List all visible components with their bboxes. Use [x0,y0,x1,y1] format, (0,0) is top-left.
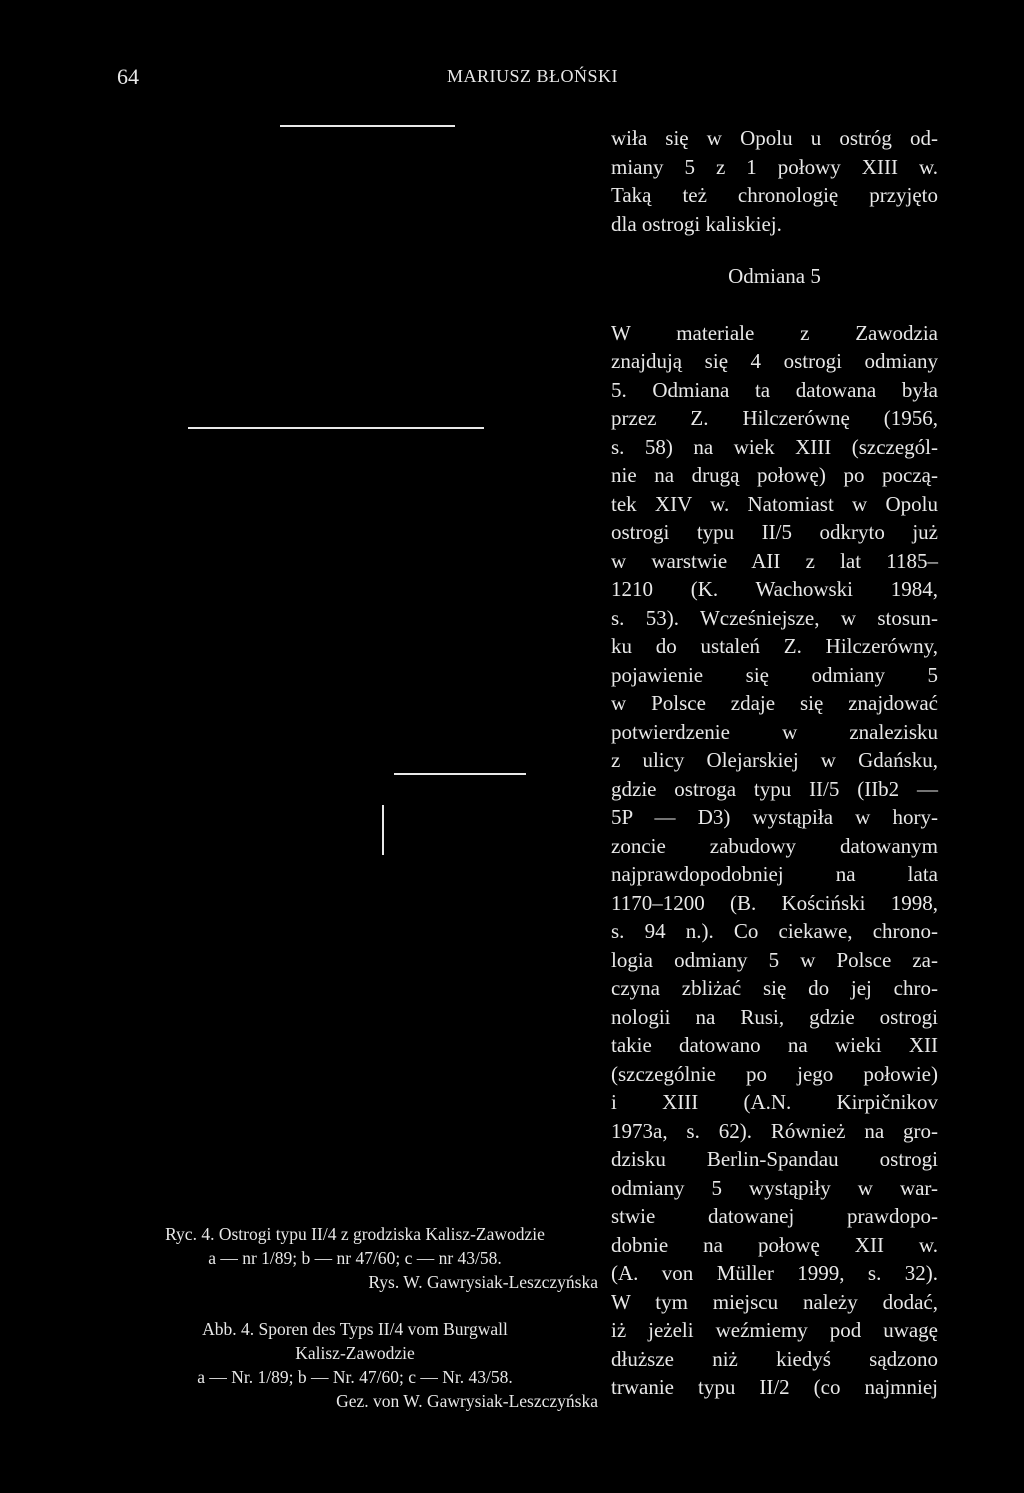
text-line: logia odmiany 5 w Polsce za- [611,947,938,972]
text-line: wiła się w Opolu u ostróg od- [611,126,938,150]
text-line: tek XIV w. Natomiast w Opolu [611,491,938,516]
caption-de-line4: Gez. von W. Gawrysiak-Leszczyńska [336,1391,598,1411]
text-line: 5. Odmiana ta datowana była [611,377,938,402]
text-line: stwie datowanej prawdopo- [611,1204,938,1228]
text-line: iż jeżeli weźmiemy pod uwagę [611,1318,938,1342]
text-line: s. 94 n.). Co ciekawe, chrono- [611,919,938,943]
text-line: pojawienie się odmiany 5 [611,662,938,687]
text-line: w warstwie AII z lat 1185– [611,548,938,573]
caption-pl-line3: Rys. W. Gawrysiak-Leszczyńska [368,1272,598,1292]
caption-pl-line2: a — nr 1/89; b — nr 47/60; c — nr 43/58. [208,1248,502,1268]
text-line: i XIII (A.N. Kirpičnikov [611,1090,938,1114]
text-line: ostrogi typu II/5 odkryto już [611,520,938,544]
text-line: dobnie na połowę XII w. [611,1232,938,1257]
text-line: miany 5 z 1 połowy XIII w. [611,154,938,179]
figure-line-d [382,805,384,855]
text-line: zoncie zabudowy datowanym [611,833,938,858]
text-line: dla ostrogi kaliskiej. [611,211,782,236]
text-line: nie na drugą połowę) po począ- [611,463,938,487]
text-line: nologii na Rusi, gdzie ostrogi [611,1004,938,1029]
text-line: przez Z. Hilczerównę (1956, [611,406,938,430]
text-line: czyna zbliżać się do jej chro- [611,976,938,1000]
text-line: gdzie ostroga typu II/5 (IIb2 — [611,776,938,801]
text-line: W tym miejscu należy dodać, [611,1289,938,1314]
figure-illustration [160,110,600,1210]
caption-de-line2: Kalisz-Zawodzie [295,1343,415,1363]
text-line: 1973a, s. 62). Również na gro- [611,1118,938,1143]
caption-de-line3: a — Nr. 1/89; b — Nr. 47/60; c — Nr. 43/58. [197,1367,513,1387]
page-header [0,64,1024,94]
figure-line-c [394,773,526,775]
paragraph-2 [611,319,938,1402]
text-line: znajdują się 4 ostrogi odmiany [611,349,938,373]
text-line: dłuższe niż kiedyś sądzono [611,1346,938,1371]
text-line: Taką też chronologię przyjęto [611,183,938,207]
figure-line-b [188,427,484,429]
text-line: potwierdzenie w znalezisku [611,719,938,744]
text-line: W materiale z Zawodzia [611,320,938,345]
caption-de-line1: Abb. 4. Sporen des Typs II/4 vom Burgwall [202,1319,508,1339]
text-line: s. 53). Wcześniejsze, w stosun- [611,605,938,630]
text-line: (szczególnie po jego połowie) [611,1061,938,1086]
text-line: takie datowano na wieki XII [611,1033,938,1057]
text-line: (A. von Müller 1999, s. 32). [611,1261,938,1285]
text-line: trwanie typu II/2 (co najmniej [611,1375,938,1399]
text-line: 5P — D3) wystąpiła w hory- [611,805,938,829]
page-number: 64 [117,64,139,89]
text-column [611,124,938,1402]
text-line: z ulicy Olejarskiej w Gdańsku, [611,748,938,772]
paragraph-1 [611,124,938,238]
figure-line-a [280,125,455,127]
text-line: najprawdopodobniej na lata [611,862,938,886]
section-heading: Odmiana 5 [728,264,821,288]
text-line: w Polsce zdaje się znajdować [611,691,938,715]
text-line: s. 58) na wiek XIII (szczegól- [611,434,938,459]
running-title: MARIUSZ BŁOŃSKI [447,66,619,86]
text-line: ku do ustaleń Z. Hilczerówny, [611,634,938,658]
figure-caption [110,1222,600,1413]
caption-pl-line1: Ryc. 4. Ostrogi typu II/4 z grodziska Kalisz-Zawodzie [165,1224,545,1244]
text-line: 1170–1200 (B. Kościński 1998, [611,890,938,915]
text-line: dzisku Berlin-Spandau ostrogi [611,1147,938,1171]
text-line: odmiany 5 wystąpiły w war- [611,1175,938,1200]
text-line: 1210 (K. Wachowski 1984, [611,577,938,601]
